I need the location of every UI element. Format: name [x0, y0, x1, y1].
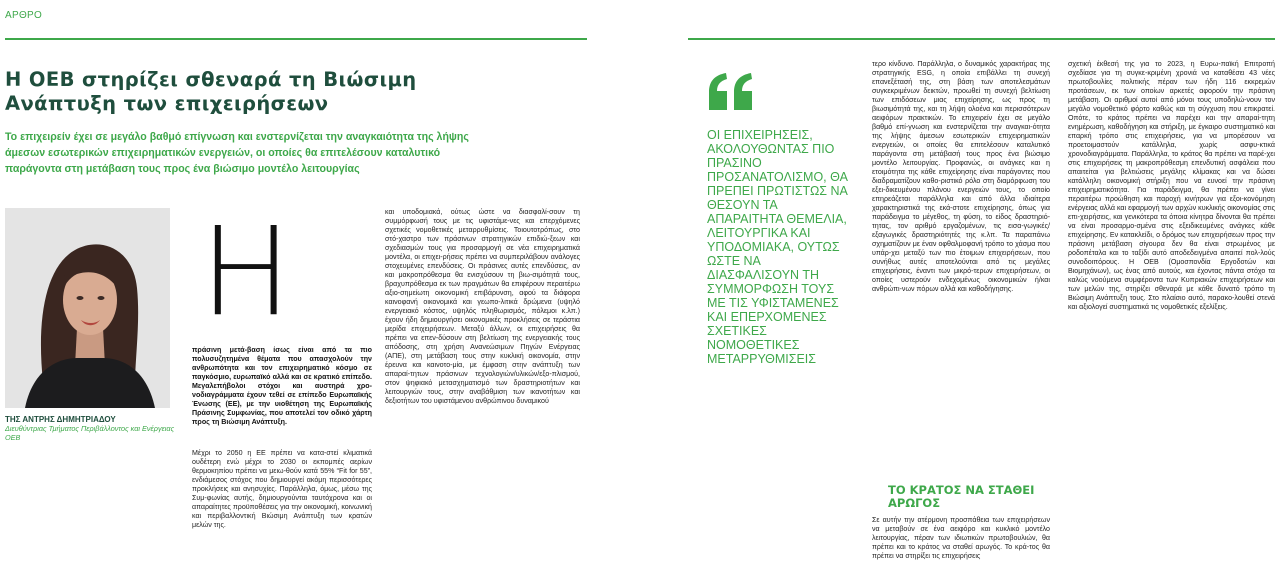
portrait-image: [5, 208, 170, 408]
drop-cap: Η: [200, 201, 292, 343]
article-lead-paragraph: πράσινη μετά-βαση ίσως είναι από τα πιο πολυσυζητημένα θέματα που απασχολούν την ανθρωπότητα και τον επιχειρηματικό κόσμο σε παγκόσμιο, ευρωπαϊκό αλλά και σε κρατικό επίπεδο. Μεγαλεπήβολοι στόχοι και αυστηρά χρο-νοδιαγράμματα έχουν τεθεί σε επίπεδο Ευρωπαϊκής Ένωσης (ΕΕ), με την υιοθέτηση της Ευρωπαϊκής Πράσινης Συμφωνίας, που αποτελεί τον οδικό χάρτη προς τη Βιώσιμη Ανάπτυξη.: [192, 346, 372, 426]
author-photo: [5, 208, 170, 408]
article-column-1: Μέχρι το 2050 η ΕΕ πρέπει να κατα-στεί κλιματικά ουδέτερη ενώ μέχρι το 2030 οι εκπομπές αερίων θερμοκηπίου πρέπει να μειω-θούν κατά 55% “Fit for 55”, ενδιάμεσος στόχος που δημιουργεί ακόμη περισσότερες προκλήσεις και ανησυχίες. Παράλληλα, όμως, μέσω της Συμ-φωνίας αυτής, δημιουργούνται ταυτόχρονα και οι απαραίτητες προϋποθέσεις για την οικονομική, κοινωνική και περιβαλλοντική Βιώσιμη Ανάπτυξη των κρατών μελών της.: [192, 449, 372, 529]
article-column-3: τερο κίνδυνο. Παράλληλα, ο δυναμικός χαρακτήρας της στρατηγικής ESG, η οποία επιβάλλει τη συνεχή επανεξέτασή της, στη βάση των αποτελεσμάτων συγκεκριμένων δεικτών, προωθεί τη συνεχή βελτίωση των επιδόσεων μιας επιχείρησης, ως προς τη βιωσιμότητά της, και τη λήψη ολοένα και περισσότερων αειφόρων πρακτικών. Το επιχειρείν έχει σε μεγάλο βαθμό επί-γνωση και ενστερνίζεται την αναγκαι-ότητα της λήψης άμεσων εσωτερικών επιχειρηματικών ενεργειών, οι οποίες θα επιτελέσουν καταλυτικό παράγοντα στη μετάβασή τους προς ένα βιώσιμο μοντέλο λειτουργίας. Προφανώς, οι ανάγκες και η ετοιμότητα της κάθε επιχείρησης είναι παράγοντες που διαδραματίζουν καθο-ριστικό ρόλο στη διαμόρφωση του εξει-δικευμένου πλάνου ενεργειών τους, το οποίο επηρεάζεται παράλληλα και από άλλα ιδιαίτερα χαρακτηριστικά της εκά-στοτε επιχείρησης, όπως για παράδειγμα το μέγεθος, τη φύση, το είδος δραστηριό-τητας, τον αριθμό εργαζομένων, τις εισα-γωγικές/εξαγωγικές δραστηριότητές της κ.λπ. Τα παραπάνω σχηματίζουν με έναν οφθαλμοφανή τρόπο το χάσμα που υπάρ-χει μεταξύ των πιο έτοιμων επιχειρήσεων, που συνήθως αυτές αποτελούνται από τις μεγάλες επιχειρήσεις, έναντι των μικρό-τερων επιχειρήσεων, οι οποίες υστερούν ενδεχομένως οικονομικών ή/και ανθρώπι-νων πόρων αλλά και καθοδήγησης.: [872, 60, 1050, 293]
article-subhead: Το επιχειρείν έχει σε μεγάλο βαθμό επίγνωση και ενστερνίζεται την αναγκαιότητα της λήψης άμεσων εσωτερικών επιχειρηματικών ενεργειών, οι οποίες θα επιτελέσουν καταλυτικό παράγοντα στη μετάβαση τους προς ένα βιώσιμο μοντέλο λειτουργίας: [5, 131, 469, 175]
article-headline: Η ΟΕΒ στηρίζει σθεναρά τη Βιώσιμη Ανάπτυξη των επιχειρήσεων: [5, 68, 417, 115]
article-column-3-continued: Σε αυτήν την ατέρμονη προσπάθεια των επιχειρήσεων να μεταβούν σε ένα αειφόρο και κυκλικό μοντέλο λειτουργίας, πέραν των ιδιωτικών πρωτοβουλιών, θα πρέπει και το κράτος να σταθεί αρωγός. Το κρά-τος θα πρέπει να στηρίξει τις επιχειρήσεις: [872, 516, 1050, 560]
article-column-2: και υποδομιακά, ούτως ώστε να διασφαλί-σουν τη συμμόρφωσή τους με τις υφιστάμε-νες και επερχόμενες σχετικές νομοθετικές μεταρρυθμίσεις. Τοιουτοτρόπως, στο στό-χαστρο των πράσινων στρατηγικών επιδιώ-ξεων και σχεδιασμών τους για προσαρμογή σε νέα επιχειρηματικά μοντέλα, οι επιχει-ρήσεις πρέπει να συμπεριλάβουν ανάλογες στοχευμένες επενδύσεις. Οι πράσινες αυτές επενδύσεις, αν και μακροπρόθεσμα θα ενισχύσουν τη βιω-σιμότητά τους, βραχυπρόθεσμα εκ των πραγμάτων θα επιφέρουν περαιτέρω αξιο-σημείωτη οικονομική επιβάρυνση, αφού τα διάφορα καινοφανή οικονομικά και γεωπο-λιτικά δρώμενα (υψηλό ενεργειακό κόστος, υψηλός πληθωρισμός, πόλεμοι κ.λπ.) έχουν ήδη δημιουργήσει οικονομικές προκλήσεις σε τεράστια μερίδα επιχειρήσεων. Μεταξύ άλλων, οι επιχειρήσεις θα πρέπει να επεν-δύσουν στη βελτίωση της ενεργειακής τους απόδοσης, στη χρήση Ανανεώσιμων Πηγών Ενέργειας (ΑΠΕ), στη μετάβαση τους στην κυκλική οικονομία, στην έρευνα και καινοτο-μία, με έμφαση στην ανάπτυξη των απαραί-τητων πράσινων τεχνολογιών/υλικών/εξο-πλισμού, στον ψηφιακό μετασχηματισμό των δραστηριοτήτων και λειτουργιών τους, στην αναβάθμιση των ικανοτήτων και δεξιοτήτων του υφιστάμενου ανθρώπινου δυναμικού: [385, 208, 580, 405]
subsection-heading: ΤΟ ΚΡΑΤΟΣ ΝΑ ΣΤΑΘΕΙ ΑΡΩΓΟΣ: [888, 483, 1035, 510]
pull-quote: ΟΙ ΕΠΙΧΕΙΡΗΣΕΙΣ, ΑΚΟΛΟΥΘΩΝΤΑΣ ΠΙΟ ΠΡΑΣΙΝΟ ΠΡΟΣΑΝΑΤΟΛΙΣΜΟ, ΘΑ ΠΡΕΠΕΙ ΠΡΩΤΙΣΤΩΣ ΝΑ ΘΕΣΟΥΝ ΤΑ ΑΠΑΡΑΙΤΗΤΑ ΘΕΜΕΛΙΑ, ΛΕΙΤΟΥΡΓΙΚΑ ΚΑΙ ΥΠΟΔΟΜΙΑΚΑ, ΟΥΤΩΣ ΩΣΤΕ ΝΑ ΔΙΑΣΦΑΛΙΣΟΥΝ ΤΗ ΣΥΜΜΟΡΦΩΣΗ ΤΟΥΣ ΜΕ ΤΙΣ ΥΦΙΣΤΑΜΕΝΕΣ ΚΑΙ ΕΠΕΡΧΟΜΕΝΕΣ ΣΧΕΤΙΚΕΣ ΝΟΜΟΘΕΤΙΚΕΣ ΜΕΤΑΡΡΥΘΜΙΣΕΙΣ: [707, 128, 848, 366]
author-name: ΤΗΣ ΑΝΤΡΗΣ ΔΗΜΗΤΡΙΑΔΟΥ: [5, 415, 116, 424]
divider-right: [688, 38, 1275, 40]
section-label: ΑΡΘΡΟ: [5, 10, 43, 21]
author-role: Διευθύντριας Τμήματος Περιβάλλοντος και Ενέργειας ΟΕΒ: [5, 424, 175, 442]
divider-left: [5, 38, 587, 40]
article-column-4: σχετική έκθεσή της για το 2023, η Ευρω-παϊκή Επιτροπή σχεδίασε για τη συγκε-κριμένη χρονιά να καταθέσει 43 νέες πρωτοβουλίες πολιτικής πέραν των ήδη 116 εκκρεμών προτάσεων, εκ των οποίων αρκετές αφορούν την πράσινη μετάβαση. Οι αριθμοί αυτοί από μόνοι τους υποδηλώ-νουν τον μεγάλο νομοθετικό φόρτο καθώς και τη σύγχυση που επικρατεί. Οπότε, το κράτος πρέπει να παρέχει και την απαραί-τητη ενημέρωση, καθοδήγηση και στήριξη, με έγκαιρο συστηματικό και επαρκή τρόπο στις επιχειρήσεις, για να μπορέσουν να προετοιμαστούν κατάλληλα, χωρίς ασφυ-κτικά χρονοδιαγράμματα. Παράλληλα, το κράτος θα πρέπει να παρέ-χει στις επιχειρήσεις τη μακροπρόθεσμη επενδυτική ασφάλεια που απαιτείται για βελτιώσεις μεγάλης κλίμακας και να δώσει κατάλληλη οικονομική στήριξη που να ευνοεί την πράσινη επιχειρηματικότητα. Για παράδειγμα, θα πρέπει να γίνει περαιτέρω προώθηση και παροχή κινήτρων για εξοι-κονόμηση ενέργειας αλλά και εφαρμογή των αρχών κυκλικής οικονομίας στις επι-χειρήσεις, και γενικότερα τα όποια κίνητρα δίνονται θα πρέπει να είναι προσαρμο-σμένα στις εξειδικευμένες ανάγκες κάθε επιχείρησης. Εν κατακλείδι, ο δρόμος των επιχειρήσεων προς την πράσινη μετάβαση σίγουρα δεν θα είναι στρωμένος με ροδοπέταλα και το ταξίδι αυτό αποδεδειγμένα απαιτεί πολ-λούς συνοδοιπόρους. Η ΟΕΒ (Ομοσπονδία Εργοδοτών και Βιομηχάνων), ως ένας από αυτούς, και έχοντας πάντα στόχο τα καλώς νοούμενα συμφέροντα των Κυπριακών επιχειρήσεων και των μελών της, στηρίζει σθεναρά με κάθε δυνατό τρόπο τη Βιώσιμη Ανάπτυξη τους. Στο πλαίσιο αυτό, παρακο-λουθεί στενά και αξιολογεί συστηματικά τις νομοθετικές εξελίξεις.: [1068, 60, 1275, 311]
quote-mark-icon: [707, 72, 755, 112]
